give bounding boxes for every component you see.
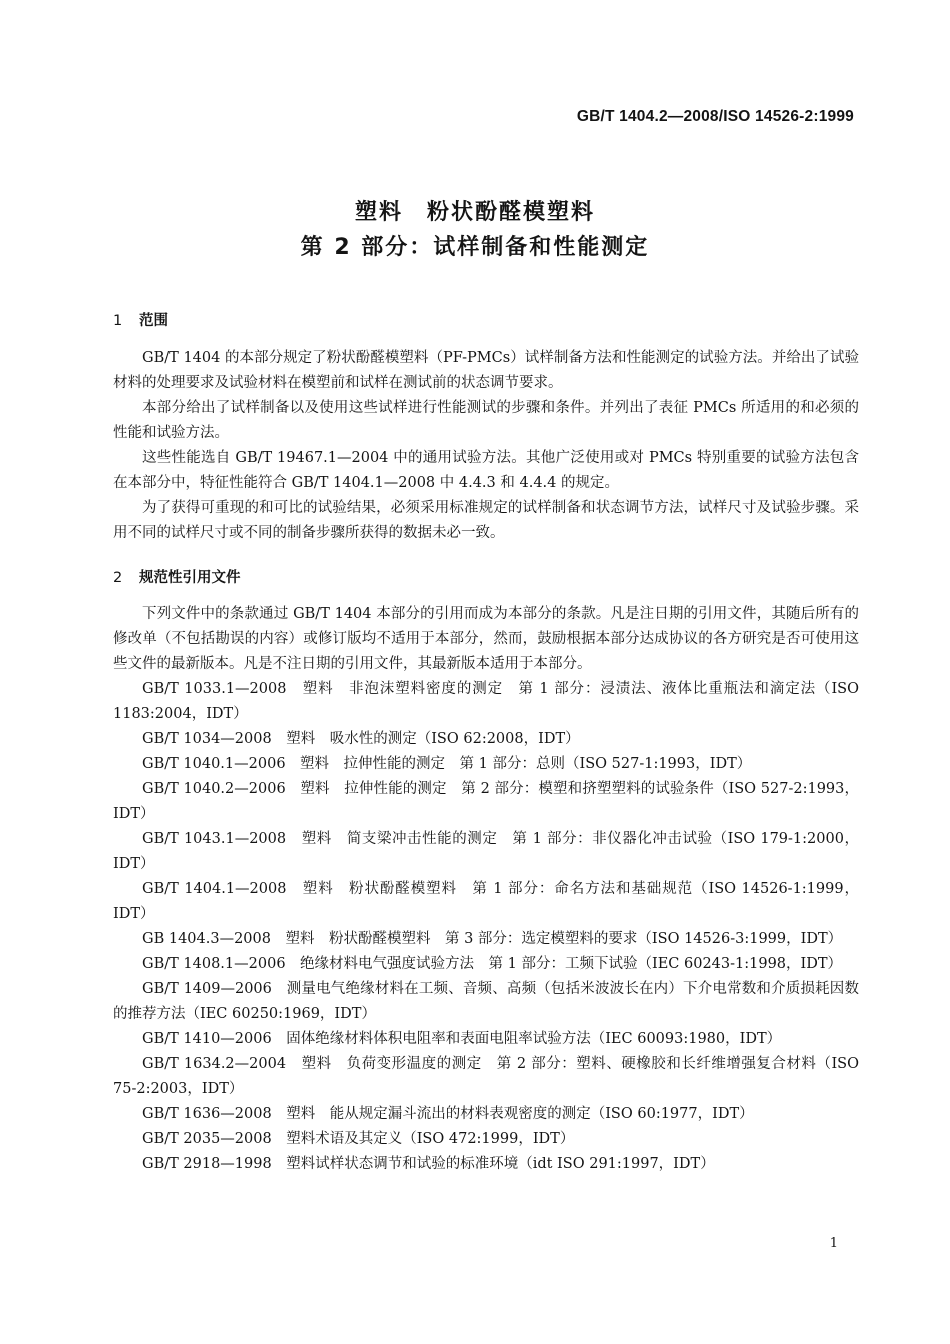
standard-code-header: GB/T 1404.2—2008/ISO 14526-2:1999 [576, 108, 854, 125]
section-1-title: 范围 [139, 313, 168, 329]
reference-item: GB/T 1040.1—2006 塑料 拉伸性能的测定 第 1 部分：总则（ISO 527-1:1993，IDT） [142, 756, 752, 772]
page-number: 1 [829, 1236, 838, 1251]
reference-item: GB/T 1404.1—2008 塑料 粉状酚醛模塑料 第 1 部分：命名方法和基础规范（ISO 14526-1:1999，IDT） [113, 881, 859, 922]
paragraph: 为了获得可重现的和可比的试验结果，必须采用标准规定的试样制备和状态调节方法，试样尺寸及试验步骤。采用不同的试样尺寸或不同的制备步骤所获得的数据未必一致。 [113, 500, 859, 541]
reference-item: GB/T 1409—2006 测量电气绝缘材料在工频、音频、高频（包括米波波长在内）下介电常数和介质损耗因数的推荐方法（IEC 60250:1969，IDT） [113, 981, 859, 1022]
reference-item: GB/T 1634.2—2004 塑料 负荷变形温度的测定 第 2 部分：塑料、硬橡胶和长纤维增强复合材料（ISO 75-2:2003，IDT） [113, 1056, 859, 1097]
reference-item: GB 1404.3—2008 塑料 粉状酚醛模塑料 第 3 部分：选定模塑料的要求（ISO 14526-3:1999，IDT） [142, 931, 843, 947]
document-title-line-2: 第 2 部分：试样制备和性能测定 [300, 235, 650, 260]
reference-item: GB/T 1410—2006 固体绝缘材料体积电阻率和表面电阻率试验方法（IEC 60093:1980，IDT） [142, 1031, 782, 1047]
reference-item: GB/T 2918—1998 塑料试样状态调节和试验的标准环境（idt ISO 291:1997，IDT） [142, 1156, 715, 1172]
reference-item: GB/T 1043.1—2008 塑料 简支梁冲击性能的测定 第 1 部分：非仪器化冲击试验（ISO 179-1:2000，IDT） [113, 831, 859, 872]
section-1-number: 1 [113, 313, 123, 329]
section-1-body [113, 346, 859, 546]
paragraph: 这些性能选自 GB/T 19467.1—2004 中的通用试验方法。其他广泛使用或对 PMCs 特别重要的试验方法包含在本部分中，特征性能符合 GB/T 1404.1—2008 中 4.4.3 和 4.4.4 的规定。 [113, 450, 859, 491]
section-1-heading [113, 309, 168, 330]
reference-item: GB/T 1636—2008 塑料 能从规定漏斗流出的材料表观密度的测定（ISO 60:1977，IDT） [142, 1106, 754, 1122]
section-2-title: 规范性引用文件 [139, 570, 241, 586]
section-2-body [113, 602, 859, 1177]
paragraph: 本部分给出了试样制备以及使用这些试样进行性能测试的步骤和条件。并列出了表征 PMCs 所适用的和必须的性能和试验方法。 [113, 400, 859, 441]
reference-item: GB/T 1408.1—2006 绝缘材料电气强度试验方法 第 1 部分：工频下试验（IEC 60243-1:1998，IDT） [142, 956, 843, 972]
reference-item: GB/T 1040.2—2006 塑料 拉伸性能的测定 第 2 部分：模塑和挤塑塑料的试验条件（ISO 527-2:1993，IDT） [113, 781, 859, 822]
reference-item: GB/T 1033.1—2008 塑料 非泡沫塑料密度的测定 第 1 部分：浸渍法、液体比重瓶法和滴定法（ISO 1183:2004，IDT） [113, 681, 859, 722]
reference-item: GB/T 1034—2008 塑料 吸水性的测定（ISO 62:2008，IDT） [142, 731, 580, 747]
paragraph: 下列文件中的条款通过 GB/T 1404 本部分的引用而成为本部分的条款。凡是注日期的引用文件，其随后所有的修改单（不包括勘误的内容）或修订版均不适用于本部分，然而，鼓励根据本部分达成协议的各方研究是否可使用这些文件的最新版本。凡是不注日期的引用文件，其最新版本适用于本部分。 [113, 606, 859, 672]
reference-item: GB/T 2035—2008 塑料术语及其定义（ISO 472:1999，IDT） [142, 1131, 575, 1147]
section-2-number: 2 [113, 570, 123, 586]
document-title-line-1: 塑料 粉状酚醛模塑料 [354, 200, 595, 225]
paragraph: GB/T 1404 的本部分规定了粉状酚醛模塑料（PF-PMCs）试样制备方法和性能测定的试验方法。并给出了试验材料的处理要求及试验材料在模塑前和试样在测试前的状态调节要求。 [113, 350, 859, 391]
section-2-heading [113, 566, 241, 587]
